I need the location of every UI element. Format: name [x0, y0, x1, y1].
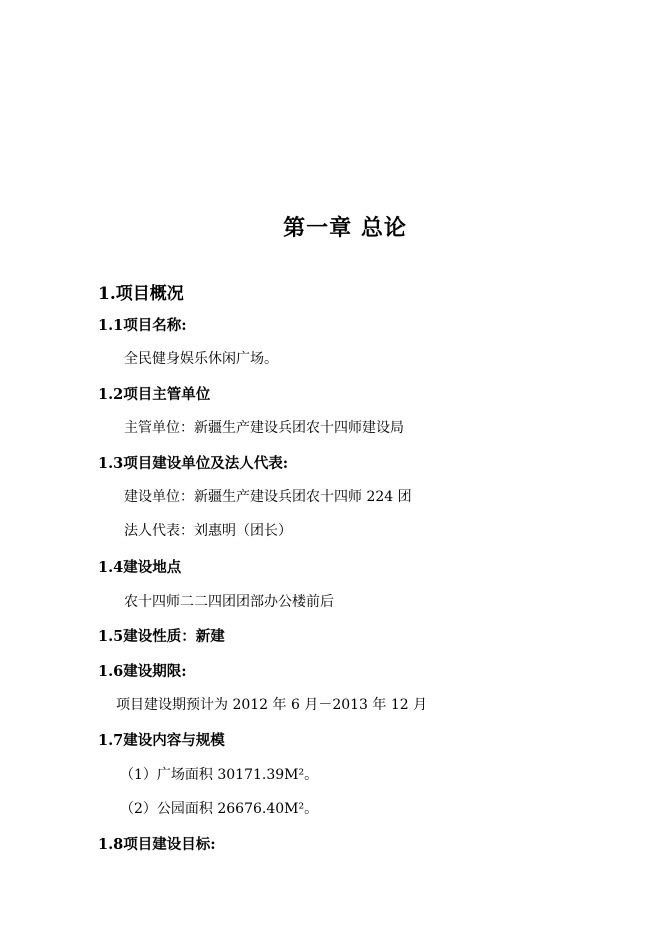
subsection-heading-project-name: 1.1项目名称: — [98, 317, 187, 334]
period-text: 项目建设期预计为 2012 年 6 月－2013 年 12 月 — [116, 697, 428, 713]
legal-representative-text: 法人代表：刘惠明（团长） — [124, 523, 292, 539]
subsection-heading-construction-unit: 1.3项目建设单位及法人代表: — [98, 455, 289, 472]
chapter-title: 第一章 总论 — [283, 215, 407, 241]
construction-unit-text: 建设单位：新疆生产建设兵团农十四师 224 团 — [124, 489, 412, 505]
scope-item-park-area: （2）公园面积 26676.40M²。 — [120, 801, 319, 817]
project-name-text: 全民健身娱乐休闲广场。 — [124, 351, 278, 367]
subsection-heading-supervising-unit: 1.2项目主管单位 — [98, 386, 211, 403]
location-text: 农十四师二二四团团部办公楼前后 — [124, 594, 334, 610]
subsection-heading-scope: 1.7建设内容与规模 — [98, 732, 225, 749]
subsection-heading-location: 1.4建设地点 — [98, 559, 182, 576]
subsection-heading-period: 1.6建设期限: — [98, 663, 187, 680]
subsection-heading-nature: 1.5建设性质：新建 — [98, 628, 225, 645]
section-heading-project-overview: 1.项目概况 — [98, 284, 184, 304]
subsection-heading-goals: 1.8项目建设目标: — [98, 836, 216, 853]
scope-item-plaza-area: （1）广场面积 30171.39M²。 — [120, 767, 319, 783]
supervising-unit-text: 主管单位：新疆生产建设兵团农十四师建设局 — [124, 420, 404, 436]
